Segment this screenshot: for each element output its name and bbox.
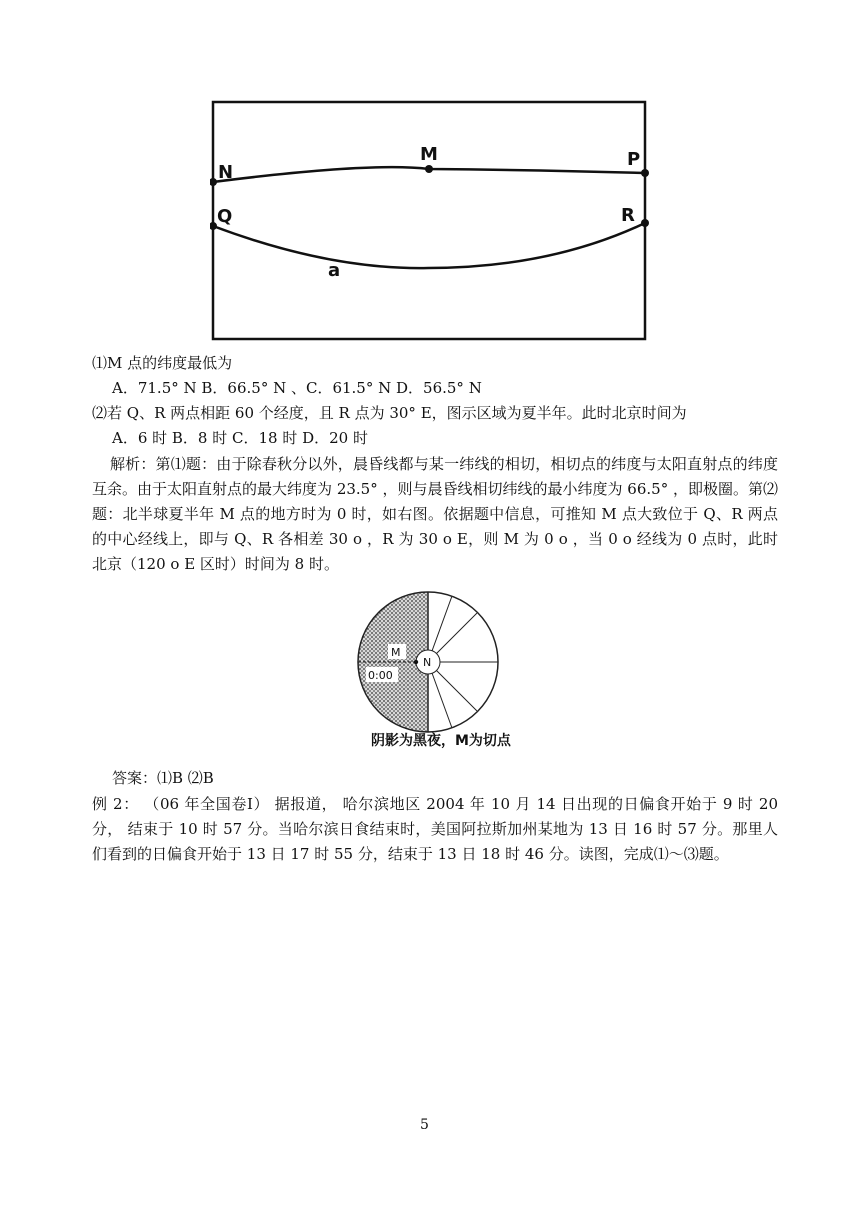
- meridian-20b: [432, 673, 452, 728]
- analysis-paragraph: 解析：第⑴题：由于除春秋分以外，晨昏线都与某一纬线的相切，相切点的纬度与太阳直射点的纬度互余。由于太阳直射点的最大纬度为 23.5° ，则与晨昏线相切纬线的最小纬度为 66.5° ，即极圈。第⑵题：北半球夏半年 M 点的地方时为 0 时，如右图。依据题中信息，可推知 M 点大致位于 Q、R 两点的中心经线上，即与 Q、R 各相差 30 o ，R 为 30 o E，则 M 为 0 o ，当 0 o 经线为 0 点时，此时北京（120 o E 区时）时间为 8 时。: [92, 455, 778, 573]
- label-p: P: [627, 149, 641, 170]
- label-q: Q: [217, 206, 233, 227]
- curve-q-a-r: [213, 223, 645, 268]
- question1-stem: ⑴M 点的纬度最低为: [92, 354, 233, 372]
- example2-paragraph: 例 2： （06 年全国卷Ⅰ） 据报道， 哈尔滨地区 2004 年 10 月 14 日出现的日偏食开始于 9 时 20 分， 结束于 10 时 57 分。当哈尔滨日食结束时，美国阿拉斯加州某地为 13 日 16 时 57 分。那里人们看到的日偏食开始于 13 日 17 时 55 分，结束于 13 日 18 时 46 分。读图，完成⑴～⑶题。: [92, 795, 778, 863]
- figure2-caption: 阴影为黑夜，M为切点: [371, 733, 511, 749]
- m-label: M: [391, 646, 401, 659]
- page-number: 5: [420, 1117, 429, 1133]
- point-m-dot: [414, 660, 418, 664]
- terminator-diagram: [210, 100, 650, 342]
- point-n: [210, 178, 217, 186]
- meridian-20a: [432, 596, 452, 651]
- answer-line: 答案：⑴B ⑵B: [112, 769, 214, 787]
- point-m: [425, 165, 433, 173]
- question2-stem: ⑵若 Q、R 两点相距 60 个经度，且 R 点为 30° E，图示区域为夏半年。此时北京时间为: [92, 404, 687, 422]
- point-q: [210, 222, 217, 230]
- point-p: [641, 169, 649, 177]
- label-a: a: [328, 260, 341, 281]
- diagram-frame: [213, 102, 645, 339]
- meridian-45b: [436, 670, 477, 711]
- n-label: N: [423, 656, 432, 669]
- label-m: M: [420, 144, 438, 165]
- question1-options: A．71.5° N B．66.5° N 、C．61.5° N D．56.5° N: [112, 379, 482, 397]
- point-r: [641, 219, 649, 227]
- time-label: 0:00: [368, 669, 393, 682]
- question2-options: A．6 时 B．8 时 C．18 时 D．20 时: [112, 429, 368, 447]
- meridian-45a: [436, 613, 477, 654]
- label-r: R: [621, 205, 635, 226]
- label-n: N: [218, 162, 234, 183]
